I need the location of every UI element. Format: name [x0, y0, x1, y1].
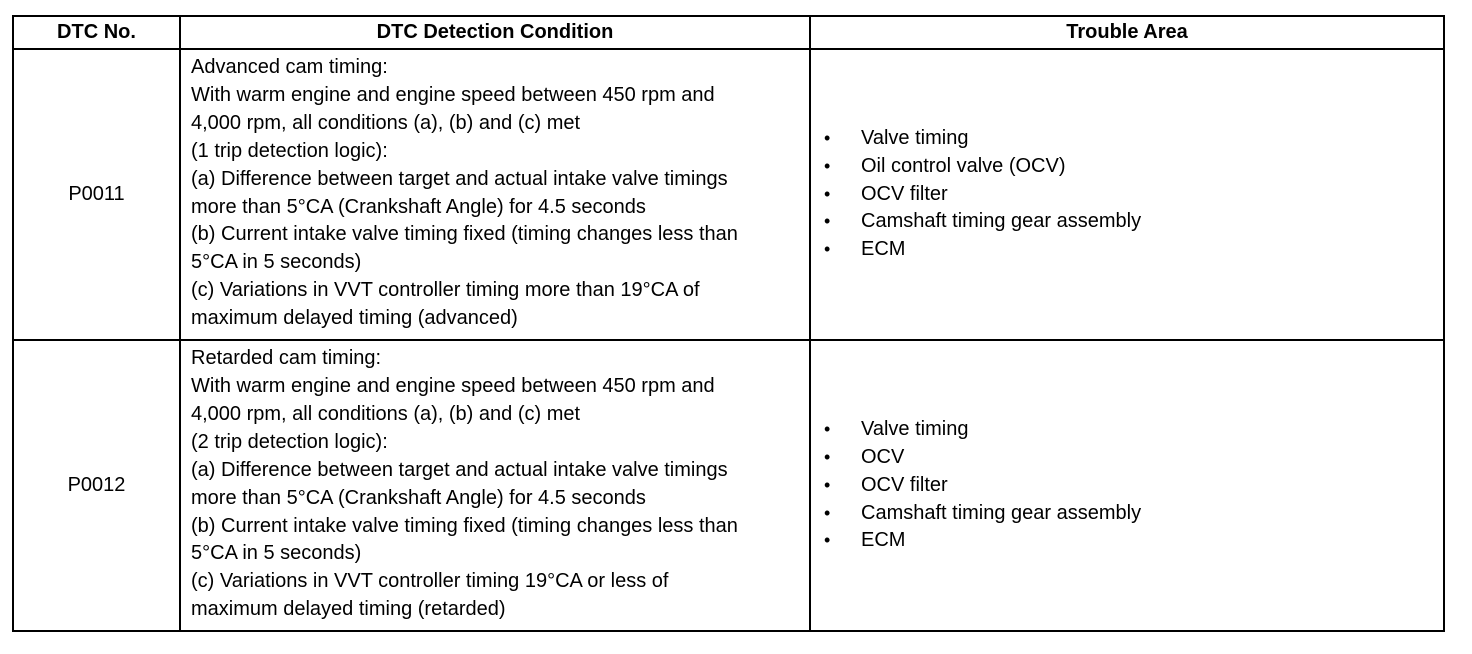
- condition-line: 4,000 rpm, all conditions (a), (b) and (c) met: [191, 402, 581, 425]
- trouble-area: [810, 340, 1444, 631]
- condition-line: 5°CA in 5 seconds): [191, 251, 362, 274]
- condition-line: (a) Difference between target and actual intake valve timings: [191, 167, 728, 190]
- dtc-code: P0012: [13, 340, 180, 631]
- condition-line: 5°CA in 5 seconds): [191, 542, 362, 565]
- trouble-area-item: Oil control valve (OCV): [861, 154, 1066, 177]
- bullet-icon: •: [824, 418, 831, 439]
- condition-line: maximum delayed timing (advanced): [191, 307, 518, 330]
- list-item: [821, 500, 1443, 528]
- trouble-area-item: Camshaft timing gear assembly: [861, 210, 1142, 233]
- list-item: [821, 181, 1443, 209]
- condition-line: (a) Difference between target and actual intake valve timings: [191, 458, 728, 481]
- trouble-area-list: [821, 125, 1443, 265]
- trouble-area-item: OCV filter: [861, 473, 948, 496]
- header-detection-condition: DTC Detection Condition: [180, 16, 810, 49]
- condition-line: With warm engine and engine speed between 450 rpm and: [191, 83, 715, 106]
- table-row: [13, 49, 1444, 340]
- trouble-area: [810, 49, 1444, 340]
- condition-line: Retarded cam timing:: [191, 347, 382, 370]
- trouble-area-list: [821, 416, 1443, 556]
- list-item: [821, 125, 1443, 153]
- bullet-icon: •: [824, 474, 831, 495]
- header-row: [13, 16, 1444, 49]
- condition-line: more than 5°CA (Crankshaft Angle) for 4.5 seconds: [191, 486, 646, 509]
- list-item: [821, 416, 1443, 444]
- trouble-area-item: ECM: [861, 529, 906, 552]
- trouble-area-item: Valve timing: [861, 417, 969, 440]
- condition-line: (c) Variations in VVT controller timing more than 19°CA of: [191, 279, 700, 302]
- condition-line: 4,000 rpm, all conditions (a), (b) and (c) met: [191, 111, 581, 134]
- bullet-icon: •: [824, 211, 831, 232]
- header-trouble-area: Trouble Area: [810, 16, 1444, 49]
- dtc-code: P0011: [13, 49, 180, 340]
- trouble-area-item: OCV: [861, 445, 905, 468]
- table-row: [13, 340, 1444, 631]
- list-item: [821, 153, 1443, 181]
- condition-line: (1 trip detection logic):: [191, 139, 388, 162]
- header-dtc-no: DTC No.: [13, 16, 180, 49]
- condition-line: (b) Current intake valve timing fixed (timing changes less than: [191, 223, 738, 246]
- trouble-area-item: Camshaft timing gear assembly: [861, 501, 1142, 524]
- condition-line: maximum delayed timing (retarded): [191, 598, 506, 621]
- bullet-icon: •: [824, 155, 831, 176]
- list-item: [821, 208, 1443, 236]
- trouble-area-item: Valve timing: [861, 126, 969, 149]
- trouble-area-item: OCV filter: [861, 182, 948, 205]
- list-item: [821, 527, 1443, 555]
- list-item: [821, 236, 1443, 264]
- bullet-icon: •: [824, 502, 831, 523]
- bullet-icon: •: [824, 530, 831, 551]
- trouble-area-item: ECM: [861, 238, 906, 261]
- bullet-icon: •: [824, 239, 831, 260]
- condition-line: more than 5°CA (Crankshaft Angle) for 4.5 seconds: [191, 195, 646, 218]
- condition-line: (b) Current intake valve timing fixed (timing changes less than: [191, 514, 738, 537]
- condition-line: Advanced cam timing:: [191, 56, 388, 78]
- bullet-icon: •: [824, 127, 831, 148]
- condition-line: With warm engine and engine speed between 450 rpm and: [191, 374, 715, 397]
- condition-line: (2 trip detection logic):: [191, 430, 388, 453]
- bullet-icon: •: [824, 446, 831, 467]
- list-item: [821, 472, 1443, 500]
- list-item: [821, 444, 1443, 472]
- bullet-icon: •: [824, 183, 831, 204]
- detection-condition: [180, 340, 810, 631]
- detection-condition: [180, 49, 810, 340]
- dtc-table: [12, 15, 1445, 632]
- condition-line: (c) Variations in VVT controller timing 19°CA or less of: [191, 570, 669, 593]
